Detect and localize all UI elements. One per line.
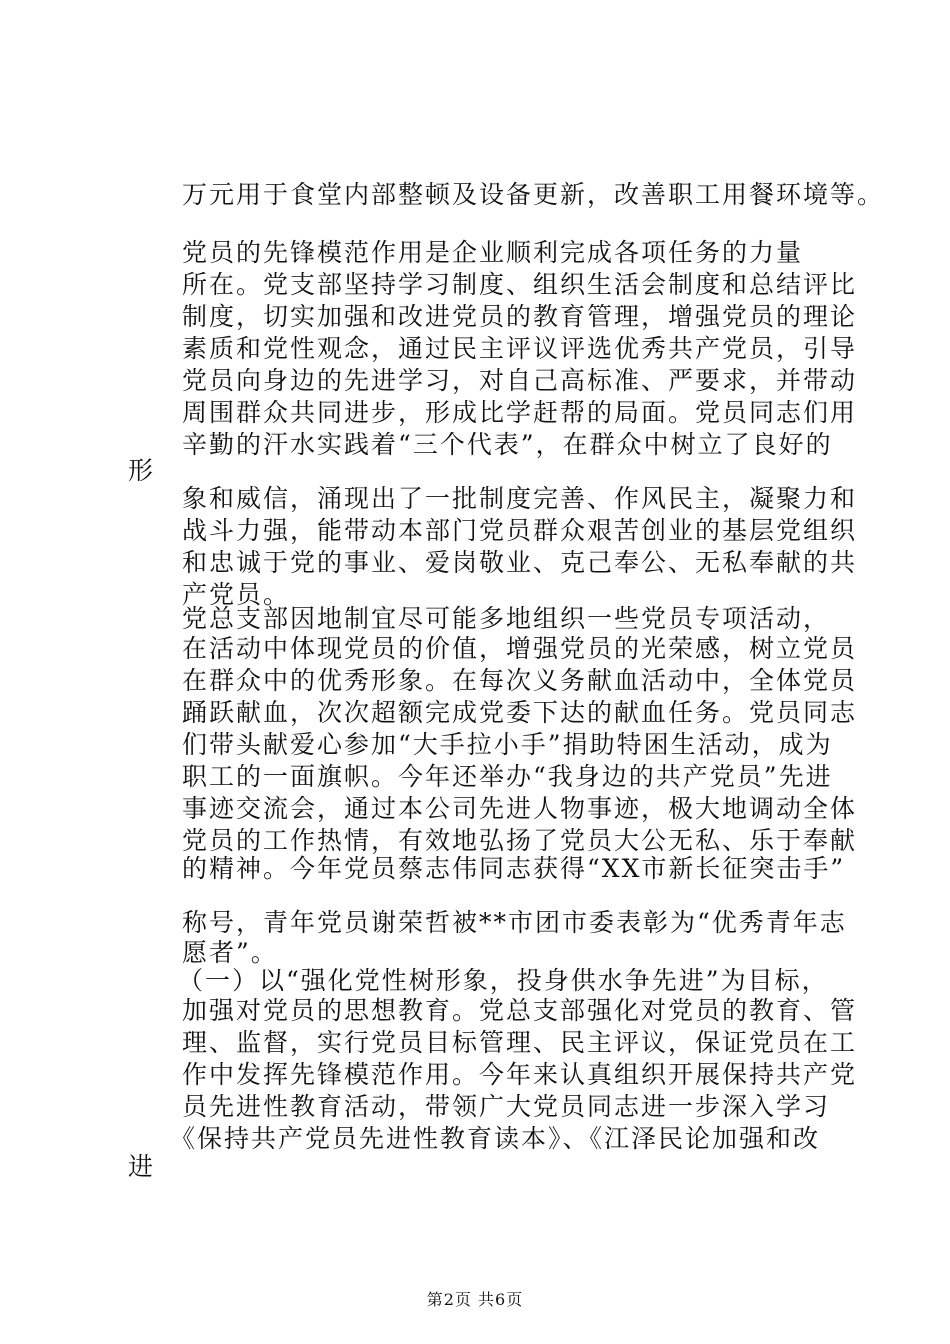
text-line: 万元用于食堂内部整顿及设备更新，改善职工用餐环境等。 xyxy=(182,180,885,209)
text-line: 称号，青年党员谢荣哲被**市团市委表彰为“优秀青年志 xyxy=(182,908,847,937)
text-line: 素质和党性观念，通过民主评议评选优秀共产党员，引导 xyxy=(182,334,858,363)
text-line: 踊跃献血，次次超额完成党委下达的献血任务。党员同志 xyxy=(182,698,858,727)
text-line: 党员向身边的先进学习，对自己高标准、严要求，并带动 xyxy=(182,366,858,395)
text-line: 职工的一面旗帜。今年还举办“我身边的共产党员”先进 xyxy=(182,762,833,791)
text-line: 和忠诚于党的事业、爱岗敬业、克己奉公、无私奉献的共 xyxy=(182,548,858,577)
text-line: 的精神。今年党员蔡志伟同志获得“XX市新长征突击手” xyxy=(182,854,846,883)
text-line: 在活动中体现党员的价值，增强党员的光荣感，树立党员 xyxy=(182,634,858,663)
text-line: 在群众中的优秀形象。在每次义务献血活动中，全体党员 xyxy=(182,666,858,695)
text-line: 制度，切实加强和改进党员的教育管理，增强党员的理论 xyxy=(182,302,858,331)
text-line: 党总支部因地制宜尽可能多地组织一些党员专项活动， xyxy=(182,604,831,633)
text-line: 加强对党员的思想教育。党总支部强化对党员的教育、管 xyxy=(182,996,858,1025)
text-line: 作中发挥先锋模范作用。今年来认真组织开展保持共产党 xyxy=(182,1060,858,1089)
text-line: 们带头献爱心参加“大手拉小手”捐助特困生活动，成为 xyxy=(182,730,833,759)
text-line: 理、监督，实行党员目标管理、民主评议，保证党员在工 xyxy=(182,1028,858,1057)
text-line: 战斗力强，能带动本部门党员群众艰苦创业的基层党组织 xyxy=(182,516,858,545)
text-line: 周围群众共同进步，形成比学赶帮的局面。党员同志们用 xyxy=(182,398,858,427)
text-line: 党员的先锋模范作用是企业顺利完成各项任务的力量 xyxy=(182,238,804,267)
page-footer: 第2页 共6页 xyxy=(426,1290,524,1309)
text-line: 党员的工作热情，有效地弘扬了党员大公无私、乐于奉献 xyxy=(182,826,858,855)
text-line: 所在。党支部坚持学习制度、组织生活会制度和总结评比 xyxy=(182,270,858,299)
text-line: 员先进性教育活动，带领广大党员同志进一步深入学习 xyxy=(182,1092,831,1121)
text-line: 象和威信，涌现出了一批制度完善、作风民主，凝聚力和 xyxy=(182,484,858,513)
text-line: 进 xyxy=(128,1152,156,1181)
text-line: 愿者”。 xyxy=(182,938,278,967)
text-line: 形 xyxy=(128,456,156,485)
text-line: 产党员。 xyxy=(182,580,291,609)
text-line: 事迹交流会，通过本公司先进人物事迹，极大地调动全体 xyxy=(182,794,858,823)
text-line: 辛勤的汗水实践着“三个代表”，在群众中树立了良好的 xyxy=(182,430,833,459)
text-line: 《保持共产党员先进性教育读本》、《江泽民论加强和改 xyxy=(170,1124,821,1153)
text-line: （一）以“强化党性树形象，投身供水争先进”为目标， xyxy=(178,966,829,995)
